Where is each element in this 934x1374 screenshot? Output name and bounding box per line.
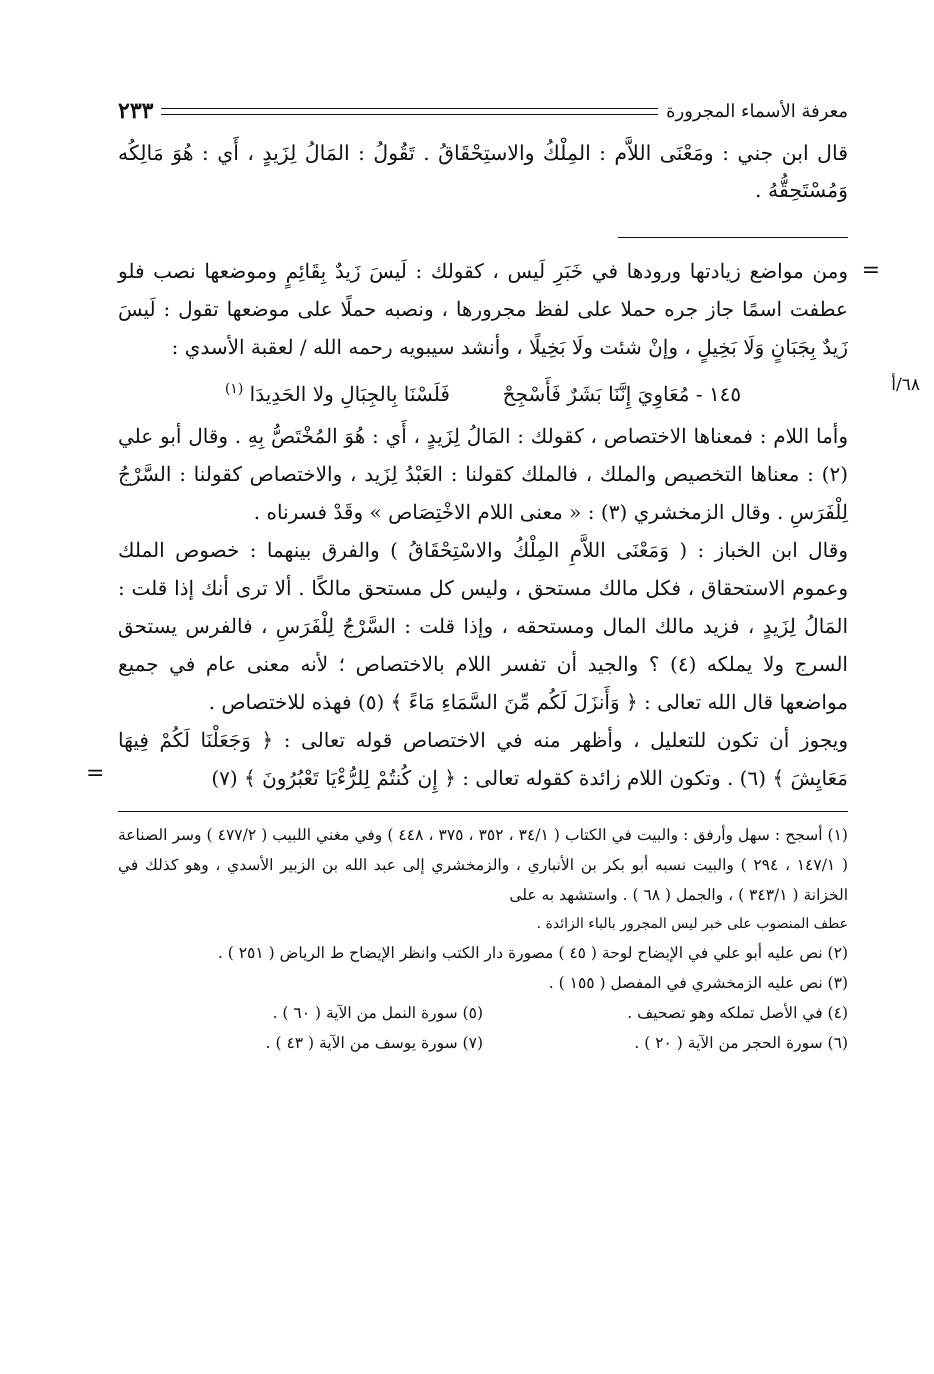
footnotes xyxy=(118,820,848,1058)
footnote-3: (٣) نص عليه الزمخشري في المفصل ( ١٥٥ ) . xyxy=(548,973,848,992)
footnote-2: (٢) نص عليه أبو علي في الإيضاح لوحة ( ٤٥ ) مصورة دار الكتب وانظر الإيضاح ط الرياض ( ٢٥١ ) . xyxy=(217,943,848,962)
verse-number: ١٤٥ - xyxy=(695,381,742,406)
continuation-mark-start: = xyxy=(861,258,880,283)
paragraph-3: وقال ابن الخباز : ( وَمَعْنَى اللاَّمِ المِلْكُ والاسْتِحْقَاقُ ) والفرق بينهما : خصوص الملك وعموم الاستحقاق ، فكل مالك مستحق ، وليس كل مستحق مالكًا . ألا ترى أنك إذا قلت : المَالُ لِزَيدٍ ، فزيد مالك المال ومستحقه ، وإذا قلت : السَّرْجُ لِلْفَرَسِ ، فالفرس يستحق السرج ولا يملكه (٤) ؟ والجيد أن تفسر اللام بالاختصاص ؛ لأنه معنى عام في جميع مواضعها قال الله تعالى : ﴿ وَأَنزَلَ لَكُم مِّنَ السَّمَاءِ مَاءً ﴾ (٥) فهذه للاختصاص . xyxy=(118,537,848,714)
page-number: ٢٣٣ xyxy=(118,98,154,124)
footnotes-two-column xyxy=(118,998,848,1058)
footnote-7: (٧) سورة يوسف من الآية ( ٤٣ ) . xyxy=(265,1033,483,1052)
footnote-6: (٦) سورة الحجر من الآية ( ٢٠ ) . xyxy=(634,1033,848,1052)
main-commentary xyxy=(86,252,920,797)
footnote-separator xyxy=(118,811,848,812)
footnote-5: (٥) سورة النمل من الآية ( ٦٠ ) . xyxy=(272,1003,483,1022)
verse-footnote-ref: (١) xyxy=(224,381,244,397)
footnote-1-continuation: عطف المنصوب على خبر ليس المجرور بالباء الزائدة . xyxy=(536,915,848,932)
book-page xyxy=(86,95,920,1058)
running-header xyxy=(118,95,848,127)
top-paragraph xyxy=(118,135,848,209)
footnote-1: (١) أسجح : سهل وأرفق : والبيت في الكتاب ( ٣٤/١ ، ٣٥٢ ، ٣٧٥ ، ٤٤٨ ) وفي مغني اللبيب ( ٤٧٧/٢ ) وسر الصناعة ( ١٤٧/١ ، ٢٩٤ ) والبيت نسبه أبو بكر بن الأنباري ، والزمخشري إلى عبد الله بن الزبير الأسدي ، وهو كذلك في الخزانة ( ٣٤٣/١ ) ، والجمل ( ٦٨ ) . واستشهد به على xyxy=(118,825,848,904)
poetry-verse xyxy=(118,370,848,413)
verse-hemistich-1: مُعَاوِيَ إِنَّنَا بَشَرٌ فَأَسْجِحْ xyxy=(502,381,690,406)
verse-hemistich-2: فَلَسْنَا بِالجِبَالِ ولا الحَدِيدَا xyxy=(249,381,450,406)
paragraph-1: ومن مواضع زيادتها ورودها في خَبَرِ لَيس ، كقولك : لَيسَ زَيدٌ بِقَائِمٍ وموضعها نصب فلو عطفت اسمًا جاز جره حملا على لفظ مجرورها ، ونصبه حملًا على موضعها تقول : لَيسَ زَيدٌ بِجَبَانٍ وَلَا بَخِيلٍ ، وإنْ شئت ولَا بَخِيلًا ، وأنشد سيبويه رحمه الله / لعقبة الأسدي : xyxy=(118,259,848,359)
footnote-4: (٤) في الأصل تملكه وهو تصحيف . xyxy=(627,1003,848,1022)
short-separator xyxy=(618,237,848,238)
continuation-mark-end: = xyxy=(86,760,105,786)
margin-reference: ٦٨/أ xyxy=(891,375,920,395)
paragraph-2: وأما اللام : فمعناها الاختصاص ، كقولك : المَالُ لِزَيدٍ ، أَي : هُوَ المُخْتَصُّ بِهِ . وقال أبو علي (٢) : معناها التخصيص والملك ، فالملك كقولنا : العَبْدُ لِزَيد ، والاختصاص كقولنا : السَّرْجُ لِلْفَرَسِ . وقال الزمخشري (٣) : « معنى اللام الاخْتِصَاص » وقَدْ فسرناه . xyxy=(118,423,848,524)
header-title: معرفة الأسماء المجرورة xyxy=(666,100,848,122)
top-paragraph-text: قال ابن جني : ومَعْنَى اللاَّم : المِلْكُ والاستِحْقَاقُ . تَقُولُ : المَالُ لِزَيدٍ ، أَي : هُوَ مَالِكُه وَمُسْتَحِقُّهُ . xyxy=(118,141,848,202)
header-rule xyxy=(161,108,658,115)
paragraph-4: ويجوز أن تكون للتعليل ، وأظهر منه في الاختصاص قوله تعالى : ﴿ وَجَعَلْنَا لَكُمْ فِيهَا مَعَايِشَ ﴾ (٦) . وتكون اللام زائدة كقوله تعالى : ﴿ إِن كُنتُمْ لِلرُّءْيَا تَعْبُرُونَ ﴾ (٧) xyxy=(118,727,848,790)
